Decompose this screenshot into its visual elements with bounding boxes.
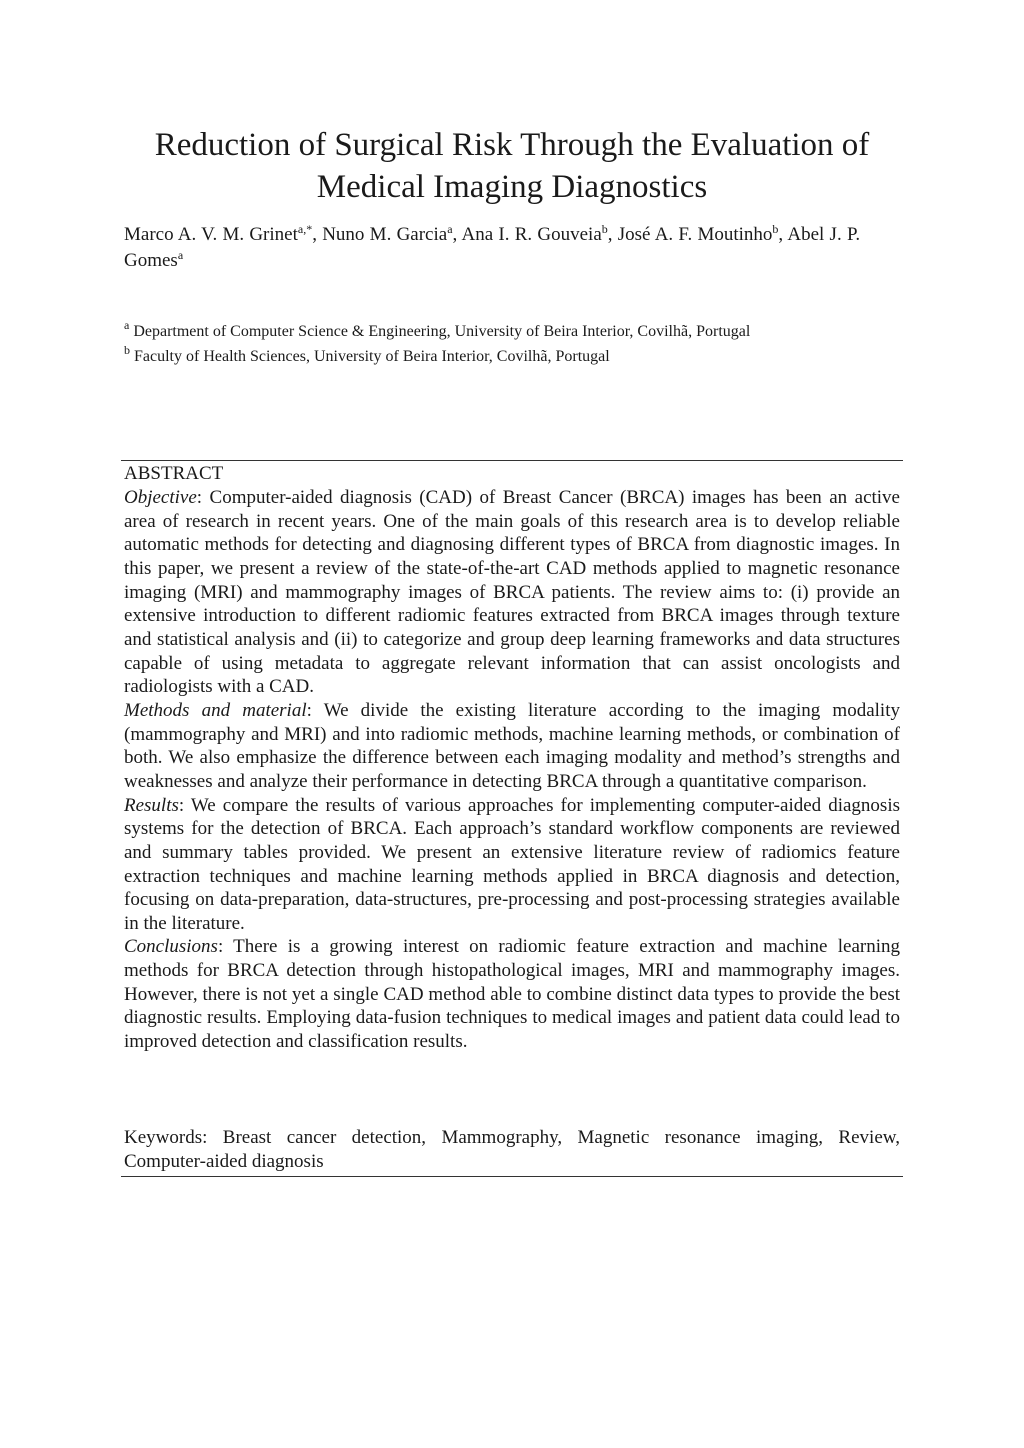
affiliation-mark: a <box>124 318 130 332</box>
author-affiliation-mark: a <box>447 222 453 236</box>
section-label: Methods and material <box>124 699 307 721</box>
author-affiliation-mark: a <box>177 248 184 262</box>
abstract-results <box>124 794 900 936</box>
author-affiliation-mark: b <box>772 222 779 236</box>
affiliation-mark: b <box>124 343 130 357</box>
abstract-heading: ABSTRACT <box>124 463 224 484</box>
author-affiliation-mark: b <box>601 222 608 236</box>
keywords-bottom-rule <box>121 1176 903 1177</box>
abstract-conclusions <box>124 935 900 1053</box>
section-text: : There is a growing interest on radiomic feature extraction and machine learning methods for BRCA detection through histopathological images, MRI and mammography images. However, there is not yet a single CAD method able to combine distinct data types to provide the best diagnostic results. Employing data-fusion techniques to medical images and patient data could lead to improved detection and classification results. <box>124 936 900 1053</box>
affiliation-text: Faculty of Health Sciences, University of Beira Interior, Covilhã, Portugal <box>130 348 610 365</box>
author-list: Marco A. V. M. Grinet$^{a,*}$, Nuno M. Garcia$^a$, Ana I. R. Gouveia$^b$, José A. F. Moutinho$^b$, Abel J. P. Gomes$^a$ <box>124 222 861 271</box>
author-name: Abel J. P. Gomes <box>124 224 861 271</box>
paper-title-line-2: Medical Imaging Diagnostics <box>316 169 708 205</box>
author-affiliation-mark: a,* <box>297 222 313 236</box>
author-name: José A. F. Moutinho <box>617 224 773 245</box>
affiliation-text: Department of Computer Science & Engineering, University of Beira Interior, Covilhã, Portugal <box>129 323 751 340</box>
section-label: Results <box>124 794 179 816</box>
section-text: : We compare the results of various approaches for implementing computer-aided diagnosis systems for the detection of BRCA. Each approach’s standard workflow components are reviewed and summary tables provided. We present an extensive literature review of radiomics feature extraction techniques and machine learning methods applied in BRCA diagnosis and detection, focusing on data-preparation, data-structures, pre-processing and post-processing strategies available in the literature. <box>124 794 900 934</box>
abstract-methods <box>124 699 900 794</box>
section-label: Objective <box>124 487 197 508</box>
section-text: : Computer-aided diagnosis (CAD) of Breast Cancer (BRCA) images has been an active area of research in recent years. One of the main goals of this research area is to develop reliable automatic methods for detecting and diagnosing different types of BRCA from diagnostic images. In this paper, we present a review of the state-of-the-art CAD methods applied to magnetic resonance imaging (MRI) and mammography images of BRCA patients. The review aims to: (i) provide an extensive introduction to different radiomic features extracted from BRCA images through texture and statistical analysis and (ii) to categorize and group deep learning frameworks and data structures capable of using metadata to aggregate relevant information that can assist oncologists and radiologists with a CAD. <box>124 487 900 698</box>
affiliation-a <box>124 318 751 343</box>
abstract-objective <box>124 486 900 699</box>
author-name: Ana I. R. Gouveia <box>461 224 602 245</box>
paper-title <box>100 124 924 208</box>
author-name: Marco A. V. M. Grinet <box>124 224 298 245</box>
keywords: Keywords: Breast cancer detection, Mammography, Magnetic resonance imaging, Review, Computer-aided diagnosis <box>124 1127 900 1172</box>
section-text: : We divide the existing literature according to the imaging modality (mammography and MRI) and into radiomic methods, machine learning methods, or combination of both. We also emphasize the difference between each imaging modality and method’s strengths and weaknesses and analyze their performance in detecting BRCA through a quantitative comparison. <box>124 699 900 792</box>
abstract-top-rule <box>121 460 903 461</box>
author-name: Nuno M. Garcia <box>322 224 448 245</box>
abstract-body <box>124 486 900 1054</box>
paper-title-line-1: Reduction of Surgical Risk Through the Evaluation of <box>154 127 870 163</box>
affiliation-b <box>124 343 610 368</box>
section-label: Conclusions <box>124 936 218 958</box>
